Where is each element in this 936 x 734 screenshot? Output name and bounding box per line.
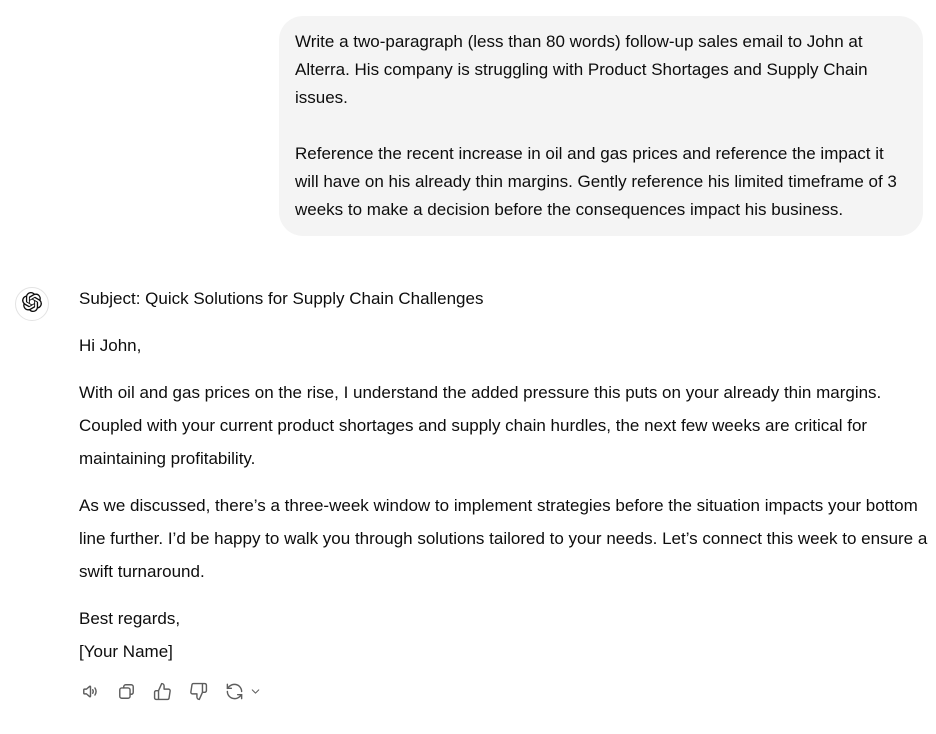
user-message-row bbox=[0, 0, 936, 236]
user-message-paragraph: Reference the recent increase in oil and gas prices and reference the impact it will have on his already thin margins. Gently reference his limited timeframe of 3 weeks to make a decision before the consequences impact his business. bbox=[295, 144, 897, 219]
assistant-subject-line: Subject: Quick Solutions for Supply Chain Challenges bbox=[79, 289, 484, 308]
switch-model-button[interactable] bbox=[225, 682, 262, 701]
openai-logo-icon bbox=[22, 292, 42, 317]
assistant-message-content bbox=[79, 282, 935, 701]
assistant-message-row bbox=[0, 282, 936, 701]
copy-button[interactable] bbox=[117, 682, 136, 701]
assistant-paragraph: As we discussed, there’s a three-week window to implement strategies before the situation impacts your bottom line further. I’d be happy to walk you through solutions tailored to your needs. Let’s connect this week to ensure a swift turnaround. bbox=[79, 496, 928, 581]
speaker-icon bbox=[81, 682, 100, 701]
bad-response-button[interactable] bbox=[189, 682, 208, 701]
read-aloud-button[interactable] bbox=[81, 682, 100, 701]
good-response-button[interactable] bbox=[153, 682, 172, 701]
thumbs-up-icon bbox=[153, 682, 172, 701]
signature-line: Best regards, bbox=[79, 609, 181, 628]
assistant-paragraph: With oil and gas prices on the rise, I understand the added pressure this puts on your already thin margins. Coupled with your current product shortages and supply chain hurdles, the next few weeks are critical for maintaining profitability. bbox=[79, 383, 882, 468]
assistant-signature bbox=[79, 602, 935, 668]
copy-icon bbox=[117, 682, 136, 701]
user-message-paragraph: Write a two-paragraph (less than 80 words) follow-up sales email to John at Alterra. His company is struggling with Product Shortages and Supply Chain issues. bbox=[295, 32, 868, 107]
assistant-avatar bbox=[15, 287, 49, 321]
chevron-down-icon bbox=[249, 685, 262, 698]
thumbs-down-icon bbox=[189, 682, 208, 701]
assistant-greeting: Hi John, bbox=[79, 336, 142, 355]
user-message-bubble bbox=[279, 16, 923, 236]
regenerate-icon bbox=[225, 682, 244, 701]
signature-line: [Your Name] bbox=[79, 642, 173, 661]
assistant-action-bar bbox=[81, 682, 935, 701]
